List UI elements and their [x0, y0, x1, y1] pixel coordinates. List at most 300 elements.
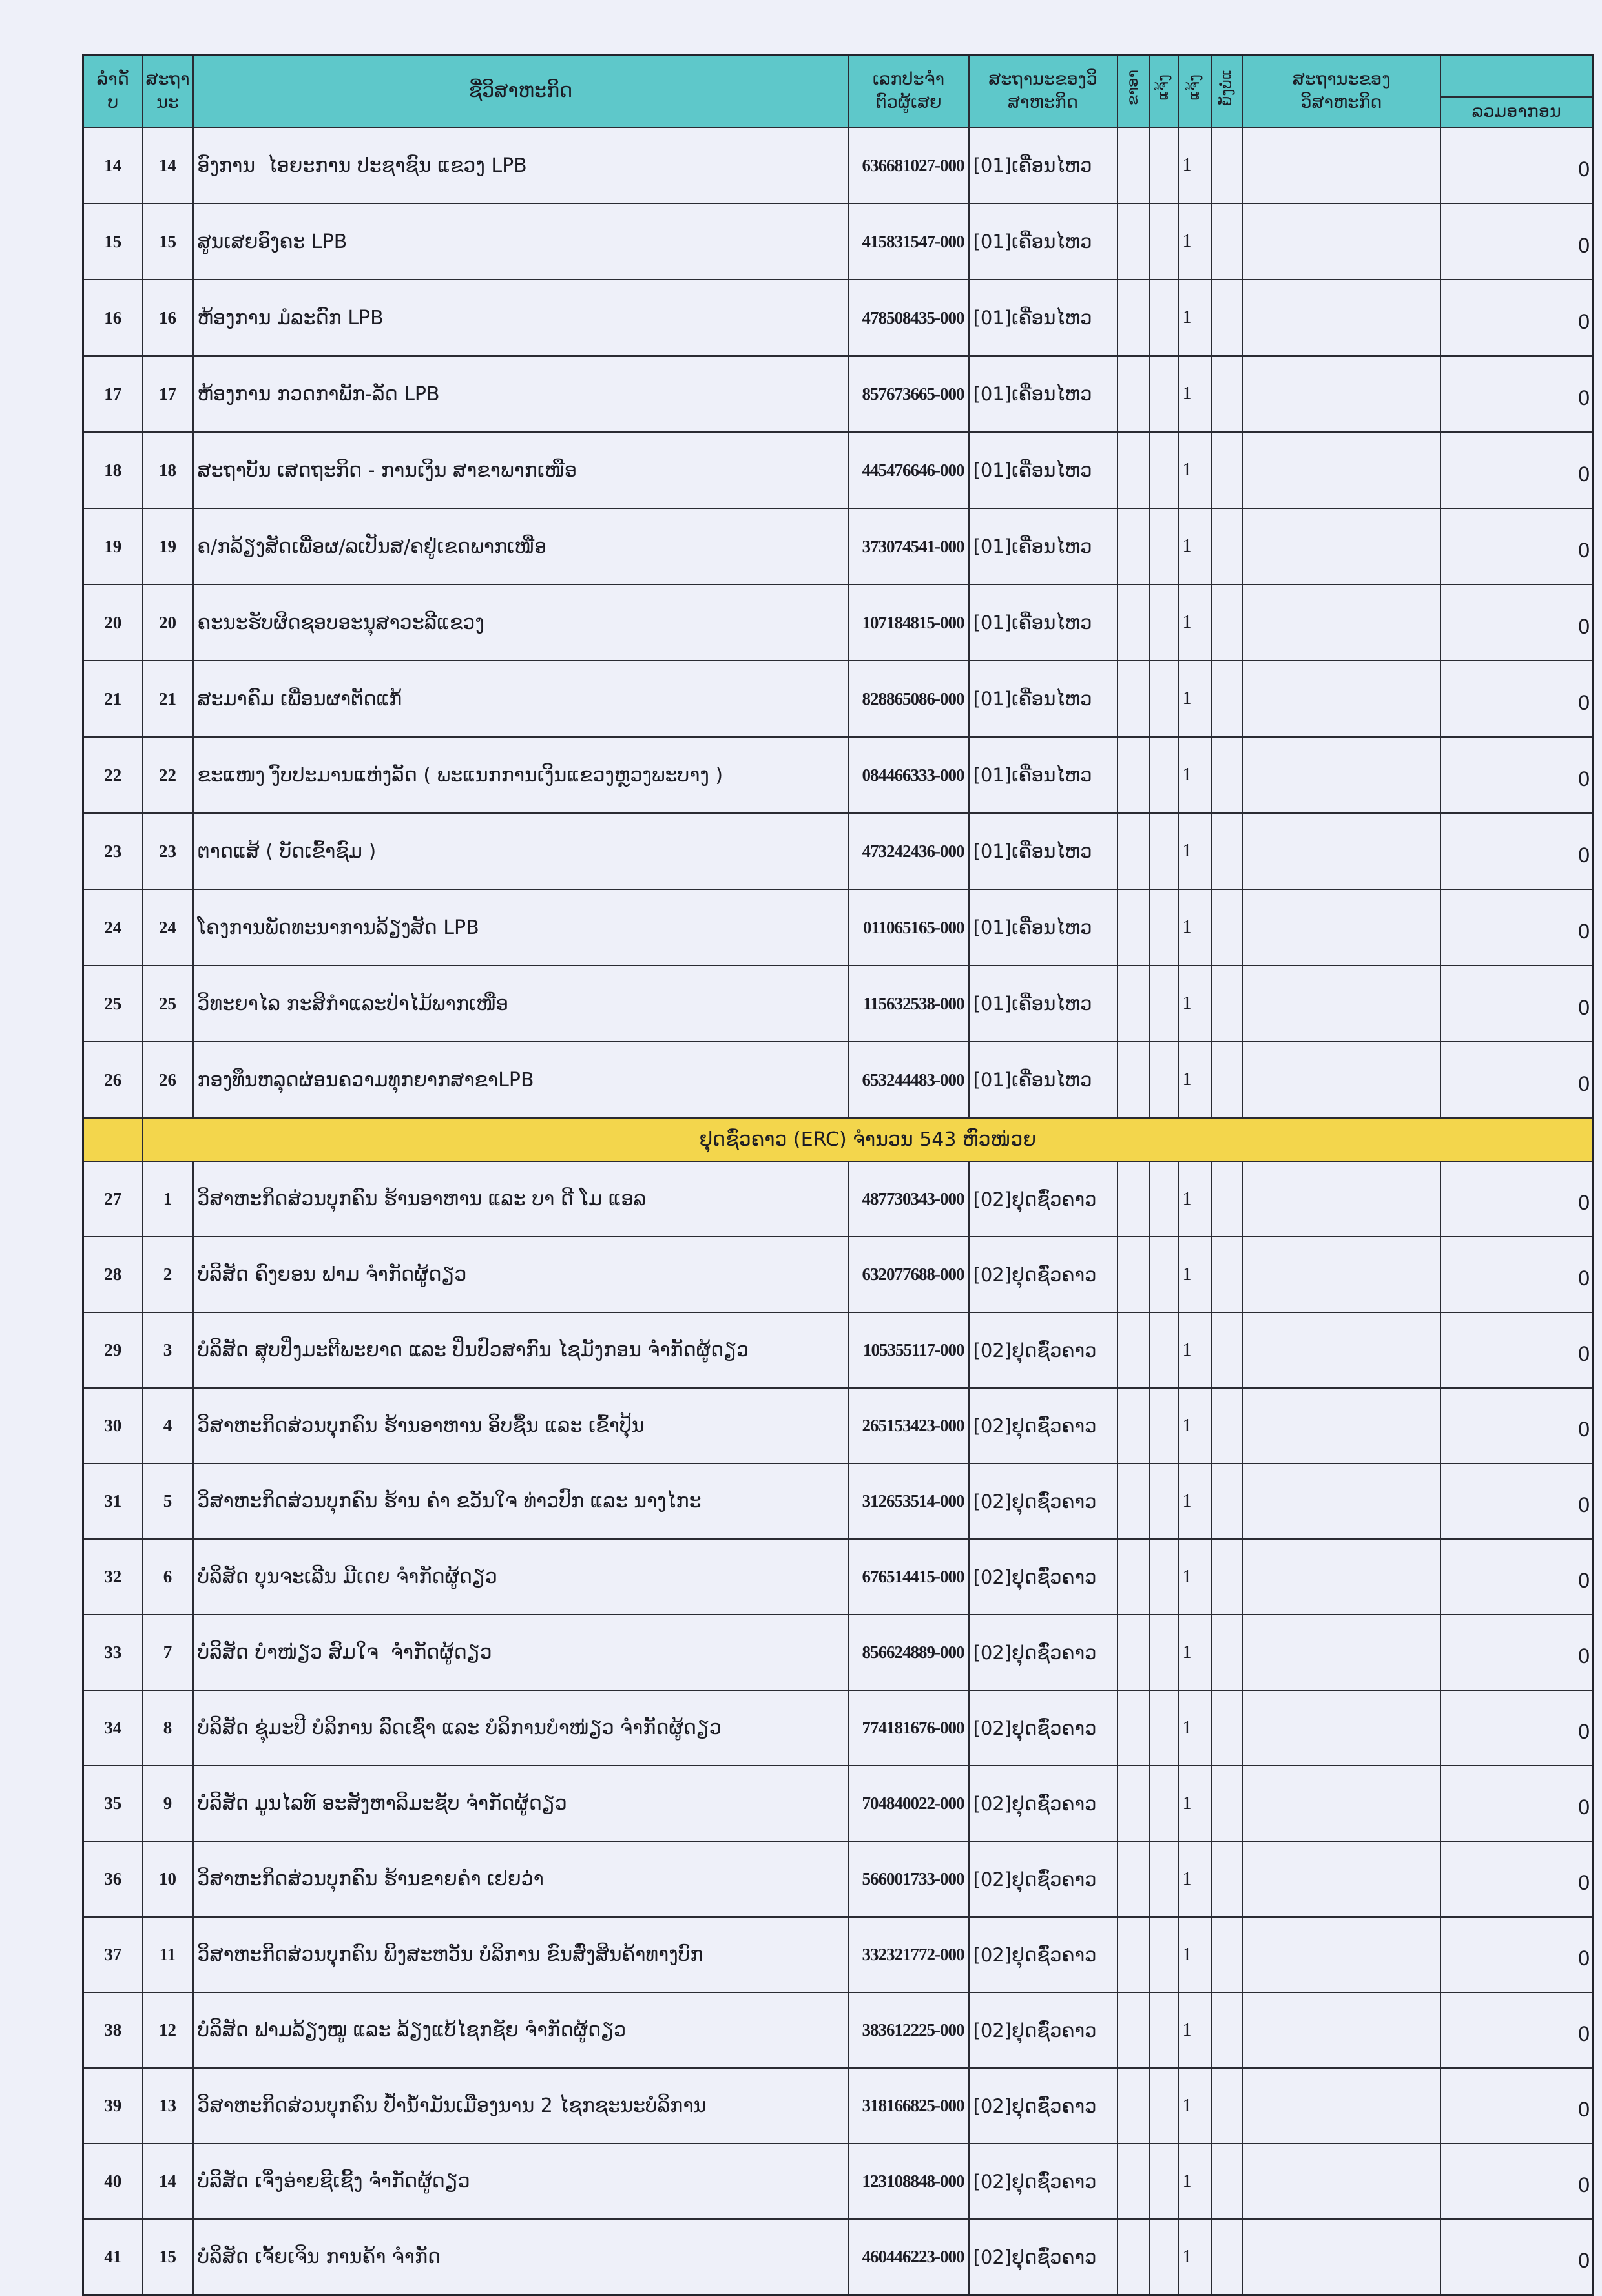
header-text: ແຈ້ງ	[1154, 74, 1172, 101]
row-sequence: 7	[143, 1615, 193, 1690]
tax-id: 373074541-000	[849, 508, 969, 584]
total-tax: 0	[1441, 1237, 1594, 1312]
flag-cell	[1211, 1237, 1243, 1312]
flag-cell	[1149, 1766, 1178, 1841]
total-tax: 0	[1441, 356, 1594, 432]
flag-cell: 1	[1178, 2219, 1211, 2295]
tax-id: 487730343-000	[849, 1161, 969, 1237]
flag-cell	[1118, 1841, 1149, 1917]
enterprise-name: ຫ້ອງການ ກວດກາພັກ-ລັດ LPB	[193, 356, 849, 432]
enterprise-status: [01]ເຄື່ອນໄຫວ	[969, 813, 1118, 889]
header-text: ວິສາຫະກິດ	[1300, 92, 1382, 112]
tax-id: 857673665-000	[849, 356, 969, 432]
enterprise-status: [02]ຢຸດຊົ່ວຄາວ	[969, 1690, 1118, 1766]
row-sequence: 18	[143, 432, 193, 508]
flag-cell	[1149, 2068, 1178, 2144]
flag-cell	[1149, 280, 1178, 356]
flag-cell	[1149, 889, 1178, 966]
flag-cell	[1149, 1463, 1178, 1539]
total-tax: 0	[1441, 1539, 1594, 1615]
header-total-blank	[1441, 55, 1594, 98]
flag-cell	[1149, 1237, 1178, 1312]
tax-id: 676514415-000	[849, 1539, 969, 1615]
enterprise-state	[1243, 280, 1441, 356]
enterprise-state	[1243, 737, 1441, 813]
table-body	[83, 127, 1594, 2295]
row-number: 29	[83, 1312, 143, 1388]
flag-cell	[1211, 280, 1243, 356]
table-row	[83, 1992, 1594, 2068]
row-sequence: 5	[143, 1463, 193, 1539]
table-row	[83, 280, 1594, 356]
flag-cell	[1118, 661, 1149, 737]
tax-id: 636681027-000	[849, 127, 969, 203]
flag-cell	[1149, 1992, 1178, 2068]
total-tax: 0	[1441, 1161, 1594, 1237]
row-sequence: 25	[143, 966, 193, 1042]
enterprise-state	[1243, 1841, 1441, 1917]
tax-id: 774181676-000	[849, 1690, 969, 1766]
row-number: 31	[83, 1463, 143, 1539]
enterprise-state	[1243, 2068, 1441, 2144]
enterprise-state	[1243, 1161, 1441, 1237]
table-row	[83, 1161, 1594, 1237]
row-number: 36	[83, 1841, 143, 1917]
tax-id: 566001733-000	[849, 1841, 969, 1917]
total-tax: 0	[1441, 1690, 1594, 1766]
enterprise-name: ບໍລິສັດ ຟາມລ້ຽງໝູ ແລະ ລ້ຽງແບ້ໄຊກຊັຍ ຈຳກັດຜູ້ດຽວ	[193, 1992, 849, 2068]
enterprise-name: ອົງການ ໄອຍະການ ປະຊາຊົນ ແຂວງ LPB	[193, 127, 849, 203]
header-enterprise-name: ຊື່ວິສາຫະກິດ	[193, 55, 849, 128]
row-sequence: 11	[143, 1917, 193, 1992]
enterprise-name: ບໍລິສັດ ຊຸ່ມະປີ ບໍລິການ ລົດເຊົ່າ ແລະ ບໍລິການບຳໜ່ຽວ ຈຳກັດຜູ້ດຽວ	[193, 1690, 849, 1766]
total-tax: 0	[1441, 584, 1594, 661]
header-text: ນະ	[156, 92, 179, 112]
row-number: 34	[83, 1690, 143, 1766]
flag-cell	[1149, 1312, 1178, 1388]
section-banner	[83, 1118, 1594, 1161]
row-number: 20	[83, 584, 143, 661]
enterprise-status: [02]ຢຸດຊົ່ວຄາວ	[969, 1841, 1118, 1917]
enterprise-name: ບໍລິສັດ ມູນໄລທ໌ ອະສັງຫາລິມະຊັບ ຈຳກັດຜູ້ດຽວ	[193, 1766, 849, 1841]
enterprise-status: [01]ເຄື່ອນໄຫວ	[969, 127, 1118, 203]
enterprise-status: [02]ຢຸດຊົ່ວຄາວ	[969, 1615, 1118, 1690]
flag-cell	[1118, 203, 1149, 280]
tax-id: 107184815-000	[849, 584, 969, 661]
row-number: 18	[83, 432, 143, 508]
enterprise-name: ສະຖາບັນ ເສດຖະກິດ - ການເງິນ ສາຂາພາກເໜືອ	[193, 432, 849, 508]
table-row	[83, 1690, 1594, 1766]
enterprise-state	[1243, 889, 1441, 966]
flag-cell	[1211, 1539, 1243, 1615]
enterprise-name: ວິສາຫະກິດສ່ວນບຸກຄົນ ປ້ຳນ້ຳມັນເມືອງນານ 2 ໄຊກຊະນະບໍລິການ	[193, 2068, 849, 2144]
flag-cell: 1	[1178, 1690, 1211, 1766]
tax-id: 011065165-000	[849, 889, 969, 966]
enterprise-state	[1243, 356, 1441, 432]
enterprise-name: ຂະແໜງ ງົບປະມານແຫ່ງລັດ ( ພະແນກການເງິນແຂວງຫຼວງພະບາງ )	[193, 737, 849, 813]
enterprise-name: ວິສາຫະກິດສ່ວນບຸກຄົນ ຮ້ານຂາຍຄຳ ເຢຍວ່າ	[193, 1841, 849, 1917]
flag-cell: 1	[1178, 1388, 1211, 1463]
flag-cell	[1118, 737, 1149, 813]
flag-cell	[1118, 584, 1149, 661]
flag-cell: 1	[1178, 1042, 1211, 1118]
table-row	[83, 432, 1594, 508]
enterprise-name: ໂຄງການພັດທະນາການລ້ຽງສັດ LPB	[193, 889, 849, 966]
enterprise-state	[1243, 1539, 1441, 1615]
enterprise-name: ຄະນະຮັບຜິດຊອບອະນຸສາວະລີແຂວງ	[193, 584, 849, 661]
enterprise-status: [02]ຢຸດຊົ່ວຄາວ	[969, 2144, 1118, 2219]
flag-cell: 1	[1178, 1312, 1211, 1388]
tax-id: 460446223-000	[849, 2219, 969, 2295]
row-sequence: 21	[143, 661, 193, 737]
flag-cell	[1118, 2068, 1149, 2144]
flag-cell	[1149, 356, 1178, 432]
flag-cell	[1211, 584, 1243, 661]
row-sequence: 16	[143, 280, 193, 356]
flag-cell	[1149, 584, 1178, 661]
total-tax: 0	[1441, 2068, 1594, 2144]
total-tax: 0	[1441, 1615, 1594, 1690]
table-row	[83, 2068, 1594, 2144]
enterprise-name: ບໍລິສັດ ຄົງຍອນ ຟາມ ຈຳກັດຜູ້ດຽວ	[193, 1237, 849, 1312]
total-tax: 0	[1441, 1312, 1594, 1388]
row-sequence: 9	[143, 1766, 193, 1841]
flag-cell	[1149, 1841, 1178, 1917]
flag-cell	[1118, 127, 1149, 203]
row-number: 16	[83, 280, 143, 356]
flag-cell: 1	[1178, 1992, 1211, 2068]
enterprise-state	[1243, 584, 1441, 661]
flag-cell: 1	[1178, 356, 1211, 432]
tax-id: 115632538-000	[849, 966, 969, 1042]
row-sequence: 12	[143, 1992, 193, 2068]
header-text: ເລກປະຈຳ	[872, 68, 945, 89]
flag-cell	[1211, 966, 1243, 1042]
flag-cell	[1211, 1463, 1243, 1539]
flag-cell	[1211, 813, 1243, 889]
flag-cell: 1	[1178, 203, 1211, 280]
flag-cell	[1118, 280, 1149, 356]
row-number: 23	[83, 813, 143, 889]
tax-id: 332321772-000	[849, 1917, 969, 1992]
row-sequence: 20	[143, 584, 193, 661]
flag-cell	[1118, 1463, 1149, 1539]
enterprise-status: [01]ເຄື່ອນໄຫວ	[969, 737, 1118, 813]
tax-id: 445476646-000	[849, 432, 969, 508]
flag-cell	[1149, 2144, 1178, 2219]
flag-cell	[1118, 1312, 1149, 1388]
total-tax: 0	[1441, 661, 1594, 737]
enterprise-state	[1243, 1615, 1441, 1690]
total-tax: 0	[1441, 2219, 1594, 2295]
flag-cell	[1211, 1841, 1243, 1917]
flag-cell	[1211, 1917, 1243, 1992]
enterprise-status: [02]ຢຸດຊົ່ວຄາວ	[969, 1766, 1118, 1841]
flag-cell	[1149, 737, 1178, 813]
total-tax: 0	[1441, 127, 1594, 203]
row-number: 19	[83, 508, 143, 584]
tax-id: 312653514-000	[849, 1463, 969, 1539]
flag-cell	[1149, 1161, 1178, 1237]
total-tax: 0	[1441, 508, 1594, 584]
row-sequence: 19	[143, 508, 193, 584]
flag-cell	[1118, 1992, 1149, 2068]
flag-cell	[1149, 966, 1178, 1042]
enterprise-state	[1243, 127, 1441, 203]
flag-cell: 1	[1178, 1917, 1211, 1992]
table-row	[83, 889, 1594, 966]
tax-id: 473242436-000	[849, 813, 969, 889]
row-number: 15	[83, 203, 143, 280]
header-total-tax: ລວມອາກອນ	[1441, 97, 1594, 127]
tax-id: 415831547-000	[849, 203, 969, 280]
enterprise-name: ວິສາຫະກິດສ່ວນບຸກຄົນ ຮ້ານອາຫານ ແລະ ບາ ດີ ໂມ ແອລ	[193, 1161, 849, 1237]
header-flag	[1149, 55, 1178, 128]
flag-cell	[1149, 1690, 1178, 1766]
row-number: 21	[83, 661, 143, 737]
flag-cell: 1	[1178, 2068, 1211, 2144]
header-text: ສະຖາ	[145, 68, 190, 89]
table-row	[83, 1463, 1594, 1539]
flag-cell	[1149, 203, 1178, 280]
table-row	[83, 813, 1594, 889]
total-tax: 0	[1441, 737, 1594, 813]
flag-cell	[1118, 1388, 1149, 1463]
row-number: 25	[83, 966, 143, 1042]
row-sequence: 1	[143, 1161, 193, 1237]
enterprise-name: ວິສາຫະກິດສ່ວນບຸກຄົນ ຮ້ານອາຫານ ອິບຊຶ້ນ ແລະ ເຂົ້າປຸ້ນ	[193, 1388, 849, 1463]
total-tax: 0	[1441, 1841, 1594, 1917]
enterprise-name: ວິສາຫະກິດສ່ວນບຸກຄົນ ພິງສະຫວັນ ບໍລິການ ຂົນສົ່ງສິນຄ້າທາງບົກ	[193, 1917, 849, 1992]
enterprise-state	[1243, 1042, 1441, 1118]
row-sequence: 26	[143, 1042, 193, 1118]
flag-cell	[1211, 356, 1243, 432]
flag-cell	[1149, 1917, 1178, 1992]
enterprise-state	[1243, 1312, 1441, 1388]
flag-cell	[1211, 508, 1243, 584]
flag-cell	[1149, 661, 1178, 737]
flag-cell	[1211, 889, 1243, 966]
table-row	[83, 2144, 1594, 2219]
enterprise-status: [01]ເຄື່ອນໄຫວ	[969, 508, 1118, 584]
total-tax: 0	[1441, 1992, 1594, 2068]
tax-id: 383612225-000	[849, 1992, 969, 2068]
tax-id: 828865086-000	[849, 661, 969, 737]
flag-cell: 1	[1178, 889, 1211, 966]
row-number: 33	[83, 1615, 143, 1690]
flag-cell: 1	[1178, 1539, 1211, 1615]
header-status	[969, 55, 1118, 128]
flag-cell	[1211, 737, 1243, 813]
row-number: 28	[83, 1237, 143, 1312]
flag-cell	[1211, 661, 1243, 737]
row-number: 38	[83, 1992, 143, 2068]
flag-cell	[1118, 508, 1149, 584]
enterprise-state	[1243, 1766, 1441, 1841]
tax-id: 632077688-000	[849, 1237, 969, 1312]
row-sequence: 13	[143, 2068, 193, 2144]
flag-cell	[1118, 356, 1149, 432]
table-row	[83, 1615, 1594, 1690]
header-text: ຂາອາ	[1124, 70, 1141, 106]
enterprise-status: [01]ເຄື່ອນໄຫວ	[969, 584, 1118, 661]
flag-cell	[1211, 1992, 1243, 2068]
table-row	[83, 2219, 1594, 2295]
flag-cell	[1149, 813, 1178, 889]
enterprise-name: ຫ້ອງການ ມໍລະດົກ LPB	[193, 280, 849, 356]
total-tax: 0	[1441, 813, 1594, 889]
row-number: 39	[83, 2068, 143, 2144]
enterprise-state	[1243, 432, 1441, 508]
enterprise-name: ບໍລິສັດ ເຈັ້ຍເຈິນ ການຄ້າ ຈຳກັດ	[193, 2219, 849, 2295]
enterprise-status: [01]ເຄື່ອນໄຫວ	[969, 432, 1118, 508]
flag-cell	[1211, 432, 1243, 508]
section-title: ຢຸດຊົ່ວຄາວ (ERC) ຈຳນວນ 543 ຫົວໜ່ວຍ	[143, 1118, 1594, 1161]
table-row	[83, 1042, 1594, 1118]
flag-cell	[1149, 1539, 1178, 1615]
enterprise-status: [01]ເຄື່ອນໄຫວ	[969, 1042, 1118, 1118]
row-sequence: 6	[143, 1539, 193, 1615]
flag-cell: 1	[1178, 1615, 1211, 1690]
enterprise-status: [01]ເຄື່ອນໄຫວ	[969, 889, 1118, 966]
flag-cell: 1	[1178, 813, 1211, 889]
flag-cell	[1118, 1539, 1149, 1615]
flag-cell	[1211, 1161, 1243, 1237]
enterprise-name: ບໍລິສັດ ບຸນຈະເລີນ ມີເດຍ ຈຳກັດຜູ້ດຽວ	[193, 1539, 849, 1615]
flag-cell: 1	[1178, 127, 1211, 203]
flag-cell: 1	[1178, 584, 1211, 661]
header-text: ຕົວຜູ້ເສຍ	[875, 92, 942, 112]
enterprise-status: [01]ເຄື່ອນໄຫວ	[969, 661, 1118, 737]
total-tax: 0	[1441, 1388, 1594, 1463]
row-number: 27	[83, 1161, 143, 1237]
flag-cell	[1118, 1766, 1149, 1841]
flag-cell	[1118, 2219, 1149, 2295]
row-sequence: 14	[143, 2144, 193, 2219]
enterprise-status: [02]ຢຸດຊົ່ວຄາວ	[969, 1161, 1118, 1237]
header-text: ສະຖານະຂອງ	[1292, 68, 1391, 89]
table-row	[83, 1917, 1594, 1992]
row-number: 30	[83, 1388, 143, 1463]
flag-cell	[1211, 2068, 1243, 2144]
flag-cell	[1211, 1766, 1243, 1841]
flag-cell: 1	[1178, 280, 1211, 356]
enterprise-state	[1243, 203, 1441, 280]
enterprise-name: ສູນເສຍອົງຄະ LPB	[193, 203, 849, 280]
row-number: 22	[83, 737, 143, 813]
header-text: ສະຖານະຂອງວິ	[988, 68, 1097, 89]
enterprise-status: [02]ຢຸດຊົ່ວຄາວ	[969, 2068, 1118, 2144]
row-sequence: 4	[143, 1388, 193, 1463]
header-sequence	[143, 55, 193, 128]
flag-cell	[1211, 1690, 1243, 1766]
enterprise-status: [01]ເຄື່ອນໄຫວ	[969, 280, 1118, 356]
flag-cell	[1149, 432, 1178, 508]
table-row	[83, 127, 1594, 203]
flag-cell: 1	[1178, 2144, 1211, 2219]
enterprise-status: [02]ຢຸດຊົ່ວຄາວ	[969, 1463, 1118, 1539]
row-sequence: 2	[143, 1237, 193, 1312]
row-number: 41	[83, 2219, 143, 2295]
total-tax: 0	[1441, 203, 1594, 280]
table-row	[83, 1388, 1594, 1463]
header-tax-id	[849, 55, 969, 128]
enterprise-name: ຕາດແສ້ ( ບັດເຂົ້າຊົມ )	[193, 813, 849, 889]
row-sequence: 17	[143, 356, 193, 432]
table-row	[83, 737, 1594, 813]
row-number: 17	[83, 356, 143, 432]
header-text: ບ	[107, 92, 119, 112]
enterprise-name: ກອງທຶນຫລຸດຜ່ອນຄວາມທຸກຍາກສາຂາLPB	[193, 1042, 849, 1118]
flag-cell	[1211, 1615, 1243, 1690]
flag-cell	[1211, 2144, 1243, 2219]
header-flag	[1118, 55, 1149, 128]
flag-cell	[1211, 1388, 1243, 1463]
row-sequence: 3	[143, 1312, 193, 1388]
flag-cell: 1	[1178, 966, 1211, 1042]
flag-cell	[1118, 889, 1149, 966]
flag-cell: 1	[1178, 737, 1211, 813]
header-flag	[1211, 55, 1243, 128]
flag-cell	[1149, 127, 1178, 203]
enterprise-state	[1243, 2219, 1441, 2295]
total-tax: 0	[1441, 280, 1594, 356]
flag-cell	[1118, 1042, 1149, 1118]
table-header	[83, 55, 1594, 128]
table-row	[83, 661, 1594, 737]
enterprise-status: [02]ຢຸດຊົ່ວຄາວ	[969, 1917, 1118, 1992]
table-row	[83, 1841, 1594, 1917]
enterprise-name: ສະມາຄົມ ເພື່ອນຜາຕັດແກ້	[193, 661, 849, 737]
row-sequence: 22	[143, 737, 193, 813]
enterprise-status: [02]ຢຸດຊົ່ວຄາວ	[969, 1388, 1118, 1463]
flag-cell	[1211, 1312, 1243, 1388]
enterprise-state	[1243, 1463, 1441, 1539]
flag-cell: 1	[1178, 432, 1211, 508]
enterprise-name: ຄ/ກລ້ຽງສັດເພື່ອຜ/ລເປັນສ/ຄຢູ່ເຂດພາກເໜືອ	[193, 508, 849, 584]
row-number: 32	[83, 1539, 143, 1615]
tax-id: 856624889-000	[849, 1615, 969, 1690]
enterprise-state	[1243, 2144, 1441, 2219]
enterprise-state	[1243, 966, 1441, 1042]
tax-id: 478508435-000	[849, 280, 969, 356]
header-enterprise-state	[1243, 55, 1441, 128]
enterprise-state	[1243, 1388, 1441, 1463]
total-tax: 0	[1441, 1766, 1594, 1841]
header-flag	[1178, 55, 1211, 128]
row-sequence: 23	[143, 813, 193, 889]
flag-cell	[1149, 2219, 1178, 2295]
enterprise-name: ບໍລິສັດ ເຈິ່ງອ່າຍຊີເຊີ້ງ ຈຳກັດຜູ້ດຽວ	[193, 2144, 849, 2219]
header-row-number	[83, 55, 143, 128]
flag-cell: 1	[1178, 1463, 1211, 1539]
tax-id: 084466333-000	[849, 737, 969, 813]
total-tax: 0	[1441, 1042, 1594, 1118]
table-row	[83, 1539, 1594, 1615]
header-text: ສາຫະກິດ	[1008, 92, 1078, 112]
total-tax: 0	[1441, 1463, 1594, 1539]
flag-cell	[1118, 1690, 1149, 1766]
enterprise-name: ບໍລິສັດ ສຸບປິ່ງມະຕີພະຍາດ ແລະ ປິ່ນປົວສາກົນ ໄຊມັງກອນ ຈຳກັດຜູ້ດຽວ	[193, 1312, 849, 1388]
tax-id: 265153423-000	[849, 1388, 969, 1463]
enterprise-state	[1243, 508, 1441, 584]
header-text: ແຈ້ງ	[1185, 74, 1203, 101]
flag-cell	[1149, 1388, 1178, 1463]
enterprise-status: [02]ຢຸດຊົ່ວຄາວ	[969, 2219, 1118, 2295]
table-row	[83, 1312, 1594, 1388]
flag-cell: 1	[1178, 661, 1211, 737]
row-number: 37	[83, 1917, 143, 1992]
